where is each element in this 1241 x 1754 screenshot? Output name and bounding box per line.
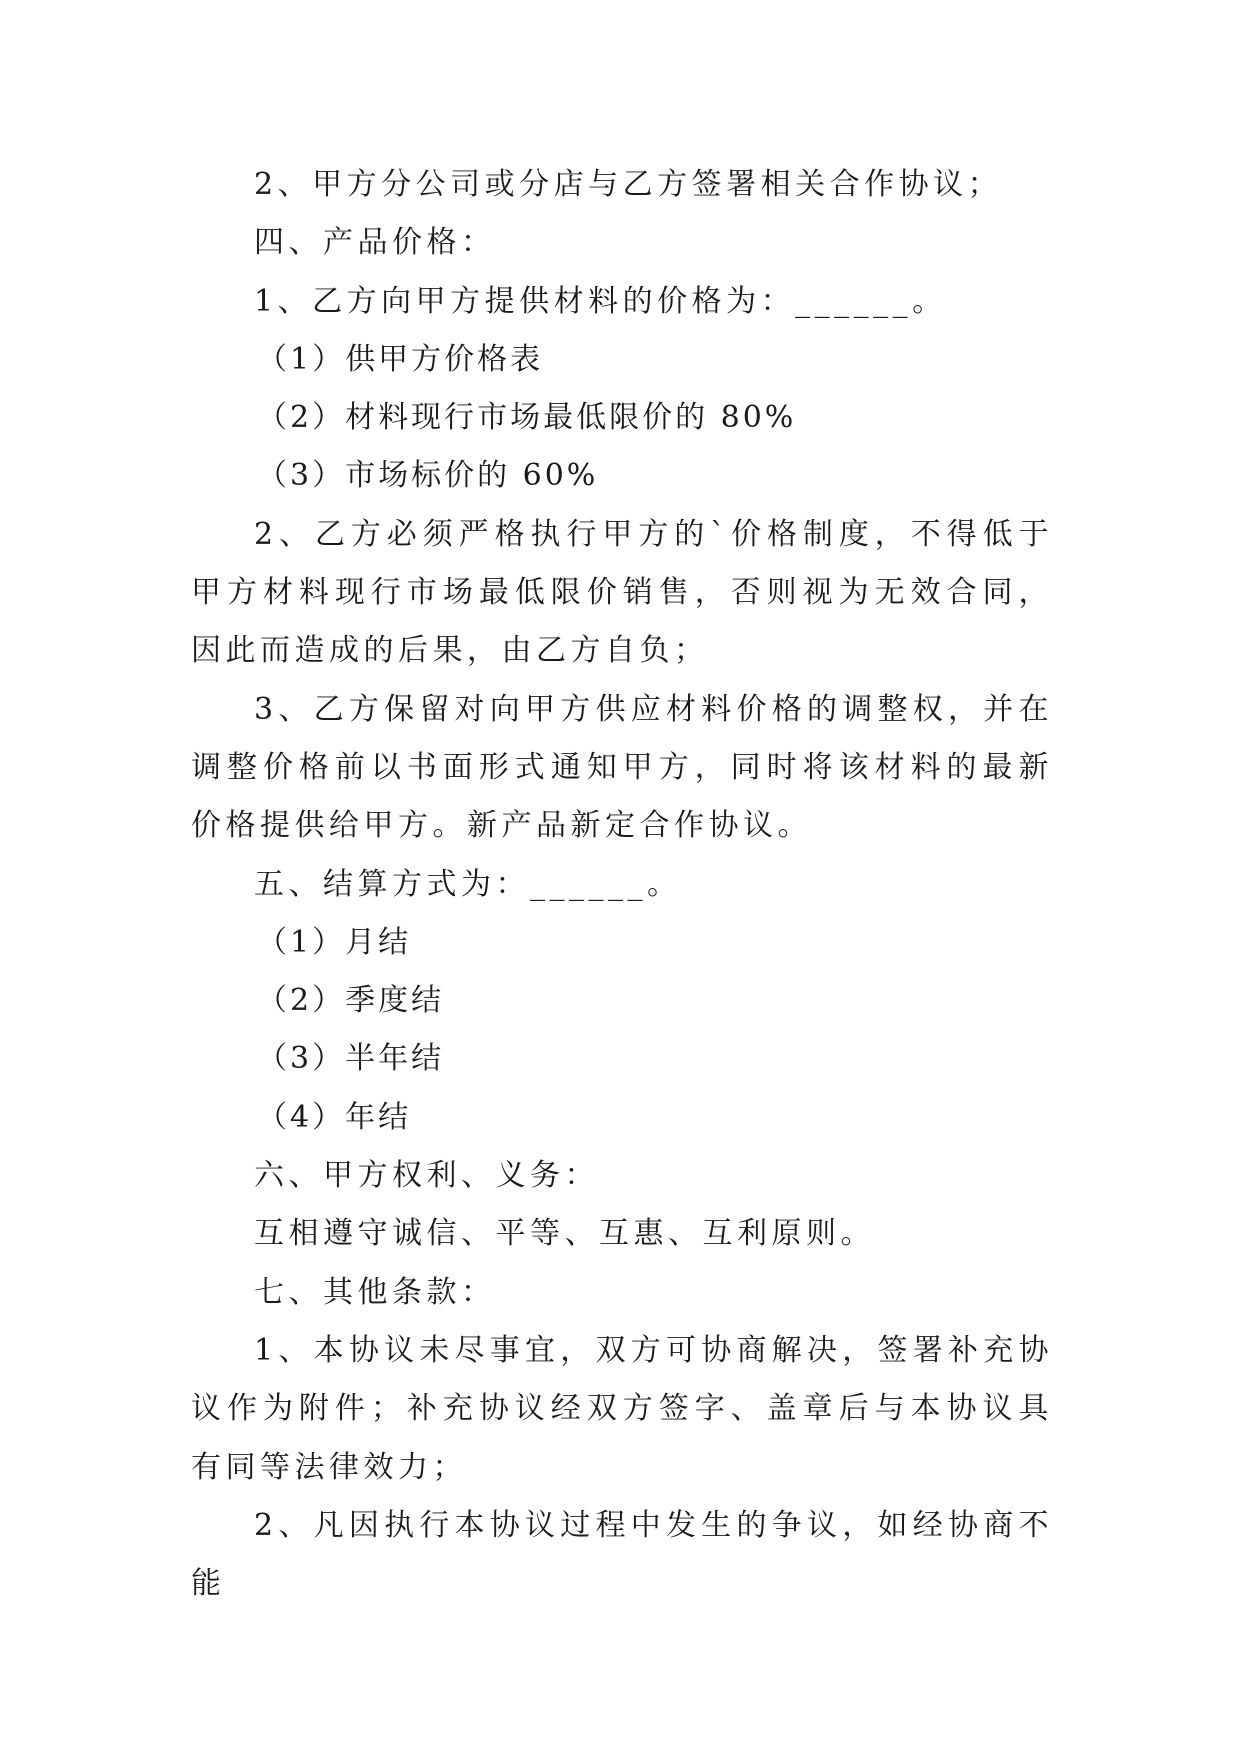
settlement-option-2: （2）季度结 [257,983,445,1019]
clause-7-2: 2、凡因执行本协议过程中发生的争议，如经协商不能 [191,1507,1053,1602]
price-option-3: （3）市场标价的 60% [257,458,599,494]
clause-7-1: 1、本协议未尽事宜，双方可协商解决，签署补充协议作为附件；补充协议经双方签字、盖章后与本协议具有同等法律效力； [191,1332,1053,1485]
section-heading-other: 七、其他条款： [254,1274,496,1310]
settlement-option-3: （3）半年结 [257,1041,445,1077]
clause-3-2: 2、甲方分公司或分店与乙方签署相关合作协议； [254,167,1003,202]
clause-4-2: 2、乙方必须严格执行甲方的`价格制度，不得低于甲方材料现行市场最低限价销售，否则视为无效合同，因此而造成的后果，由乙方自负； [191,516,1053,669]
section-heading-price: 四、产品价格： [254,225,496,261]
section-heading-rights: 六、甲方权利、义务： [254,1158,599,1194]
price-option-1: （1）供甲方价格表 [257,341,544,377]
clause-4-3: 3、乙方保留对向甲方供应材料价格的调整权，并在调整价格前以书面形式通知甲方，同时将该材料的最新价格提供给甲方。新产品新定合作协议。 [191,691,1053,844]
price-option-2: （2）材料现行市场最低限价的 80% [257,400,797,436]
section-heading-settlement: 五、结算方式为：______。 [254,866,682,902]
document-body [191,156,1053,1613]
settlement-option-1: （1）月结 [257,924,412,960]
rights-text: 互相遵守诚信、平等、互惠、互利原则。 [254,1216,875,1252]
settlement-option-4: （4）年结 [257,1099,412,1135]
clause-4-1: 1、乙方向甲方提供材料的价格为：______。 [254,283,947,319]
